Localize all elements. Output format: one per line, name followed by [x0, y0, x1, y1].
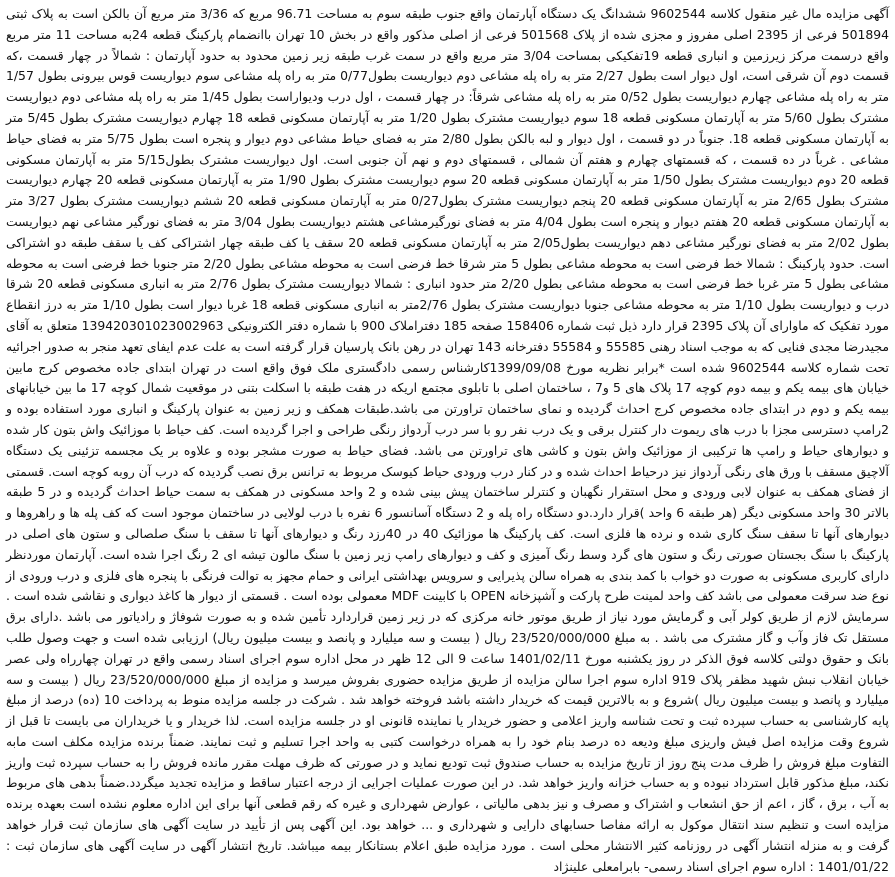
notice-body-text: آگهی مزایده مال غیر منقول کلاسه 9602544 ششدانگ یک دستگاه آپارتمان واقع جنوب طبقه سوم به مساحت 96.71 مربع که 3/36 متر مربع آن بالکن است به پلاک ثبتی 501894 فرعی از 2395 اصلی مفروز و مجزی شده از پلاک 501568 فرعی از اصلی مذکور واقع در بخش 10 تهران باانضمام پارکینگ قطعه 24به مساحت 11 متر مربع واقع درسمت مرکز زیرزمین و انباری قطعه 19تفکیکی بمساحت 3/04 متر مربع واقع در سمت غرب طبقه زیر زمین محدود به حدود آپارتمان : شمالاً در چهار قسمت ،که قسمت دوم آن شرقی است، اول دیوار است بطول 2/27 متر به راه پله مشاعی دوم دیواریست بطول0/77 متر به راه پله مشاعی سوم دیواریست قوس بیرونی بطول 1/57 متر به راه پله مشاعی چهارم دیواریست بطول 0/52 متر به راه پله مشاعی شرقاً: در چهار قسمت ، اول درب ودیواراست بطول 1/45 متر به راه پله مشاعی دوم دیواریست مشترک بطول 5/60 متر به آپارتمان مسکونی قطعه 18 سوم دیواریست مشترک بطول 1/20 متر به آپارتمان مسکونی قطعه 18 چهارم دیواریست مشترک بطول 5/45 متر به آپارتمان مسکونی قطعه 18. جنوباً در دو قسمت ، اول دیوار و لبه بالکن بطول 2/80 متر به فضای حیاط مشاعی دوم دیوار و پنجره است بطول 5/75 متر به فضای حیاط مشاعی . غرباً در ده قسمت ، که قسمتهای چهارم و هفتم آن شمالی ، قسمتهای دوم و نهم آن جنوبی است. اول دیواریست مشترک بطول5/15 متر به آپارتمان مسکونی قطعه 20 دوم دیواریست مشترک بطول 1/50 متر به آپارتمان مسکونی قطعه 20 سوم دیواریست مشترک بطول 1/90 متر به آپارتمان مسکونی قطعه 20 چهارم دیواریست مشترک بطول 2/65 متر به آپارتمان مسکونی قطعه 20 پنجم دیواریست مشترک بطول0/27 متر به آپارتمان مسکونی قطعه 20 ششم دیواریست مشترک بطول 3/27 متر به آپارتمان مسکونی قطعه 20 هفتم دیوار و پنجره است بطول 4/04 متر به فضای نورگیرمشاعی هشتم دیواریست بطول 3/04 متر به فضای نورگیر مشاعی نهم دیواریست بطول 2/02 متر به فضای نورگیر مشاعی دهم دیواریست بطول2/05 متر به آپارتمان مسکونی قطعه 20 سقف یا کف طبقه چهار اشتراکی کف یا سقف طبقه دو اشتراکی است. حدود پارکینگ : شمالا خط فرضی است به محوطه مشاعی بطول 5 متر شرقا خط فرضی است به محوطه مشاعی بطول 2/20 متر جنوبا خط فرضی است به محوطه مشاعی بطول 5 متر غربا خط فرضی است به محوطه مشاعی بطول 2/20 متر حدود انباری : شمالا دیواریست مشترک بطول 2/76 متر به انباری مسکونی قطعه 20 شرقا درب و دیواریست بطول 1/10 متر به محوطه مشاعی جنوبا دیواریست مشترک بطول 2/76متر به انباری مسکونی قطعه 18 غربا دیوار است بطول 1/10 متر به درز انقطاع مورد تفکیک که ماوارای آن پلاک 2395 قرار دارد ذیل ثبت شماره 158406 صفحه 185 دفتراملاک 900 با شماره دفتر الکترونیکی 139420301023002963 متعلق به آقای مجیدرضا مجدی فنایی که به موجب اسناد رهنی 55585 و 55584 دفترخانه 143 تهران در رهن بانک پارسیان قرار گرفته است به علت عدم ایفای تعهد منجر به صدور اجرائیه تحت شماره کلاسه 9602544 شده است *برابر نظریه مورخ 1399/09/08کارشناس رسمی دادگستری ملک فوق واقع است در تهران ابتدای جاده مخصوص کرج مابین خیابان های بیمه یکم و بیمه دوم کوچه 17 پلاک های 5 و7 ، ساختمان اصلی با تابلوی مجتمع اریکه در هفت طبقه با اسکلت بتنی در موقعیت شمال کوچه 17 ما بین خیابانهای بیمه یکم و دوم در ابتدای جاده مخصوص کرج احداث گردیده و نمای ساختمان تراورتن می باشد.طبقات همکف و زیر زمین به عنوان پارکینگ و انباری مورد استفاده بوده و 2رامپ دسترسی مجزا با درب های ریموت دار کنترل برقی و یک درب نفر رو با سر درب آردواز رنگی طراحی و اجرا گردیده است. کف حیاط با موزائیک واش بتون کار شده و دیوارهای حیاط و رامپ ها ترکیبی از موزائیک واش بتون و کاشی های تراورتن می باشد. فضای حیاط به صورت مشجر بوده و علاوه بر یک مجسمه تزئینی یک دستگاه آلاچیق مسقف با ورق های رنگی آردواز نیز درحیاط احداث شده و در کنار درب ورودی حیاط کیوسک مربوط به ترانس برق نصب گردیده که درب آن روبه کوچه است. قسمتی از فضای همکف به عنوان لابی ورودی و محل استقرار نگهبان و کنترلر ساختمان پیش بینی شده و 2 واحد مسکونی در همکف به سمت حیاط احداث گردیده و در 5 طبقه بالاتر 30 واحد مسکونی دیگر (هر طبقه 6 واحد )قرار دارد.دو دستگاه راه پله و 2 دستگاه آسانسور 6 نفره با درب لولایی در ساختمان موجود است که کف پله ها و راهروها و دیوارهای آنها تا سقف سنگ کاری شده و نرده ها فلزی است. کف پارکینگ ها موزائیک 40 در 40رزد رنگ و دیوارهای آنها تا سقف با سنگ صلصالی و ستون های اصلی در پارکینگ با سنگ بجستان صورتی رنگ و ستون های گرد وسط رنگ آمیزی و کف و دیوارهای رامپ زیر زمین با سنگ مالون تیشه ای 2 رنگ اجرا شده است. آپارتمان موردنظر دارای کاربری مسکونی به صورت دو خواب با کمد بندی به همراه سالن پذیرایی و سرویس بهداشتی ایرانی و حمام مجهز به توالت فرنگی با پنجره های فلزی و درب ورودی از نوع ضد سرقت معمولی می باشد کف واحد لمینت طرح پارکت و آشپزخانه OPEN با کابینت MDF معمولی بوده است . قسمتی از دیوار ها کاغذ دیواری و نقاشی شده است . سرمایش لازم از طریق کولر آبی و گرمایش مورد نیاز از طریق موتور خانه مرکزی که در زیر زمین قراردارد تأمین شده و به صورت شوفاژ و رادیاتور می باشد .دارای برق مستقل تک فاز وآب و گاز مشترک می باشد . به مبلغ 23/520/000/000 ریال ( بیست و سه میلیارد و پانصد و بیست میلیون ریال) ارزیابی شده است و جهت وصول طلب بانک و حقوق دولتی کلاسه فوق الذکر در روز یکشنبه مورخ 1401/02/11 ساعت 9 الی 12 ظهر در محل اداره سوم اجرای اسناد رسمی واقع در تهران چهارراه ولی عصر خیابان انقلاب نبش شهید مظفر پلاک 919 اداره سوم اجرا سالن مزایده از طریق مزایده حضوری بفروش میرسد و مزایده از مبلغ 23/520/000/000 ریال ( بیست و سه میلیارد و پانصد و بیست میلیون ریال )شروع و به بالاترین قیمت که خریدار داشته باشد فروخته خواهد شد . شرکت در جلسه مزایده منوط به پرداخت 10 (ده) درصد از مبلغ پایه کارشناسی به حساب سپرده ثبت و تحت شناسه واریز اعلامی و حضور خریدار یا نماینده قانونی او در جلسه مزایده است. لذا خریدار و یا خریداران می بایست تا قبل از شروع وقت مزایده اصل فیش واریزی مبلغ ودیعه ده درصد بنام خود را به همراه درخواست کتبی به واحد اجرا تسلیم و ثبت نمایند. ضمناً برنده مزایده مکلف است مابه التفاوت مبلغ فروش را ظرف مدت پنج روز از تاریخ مزایده به حساب صندوق ثبت تودیع نماید و در صورتی که ظرف مهلت مقرر مانده فروش را به حساب سپرده ثبت واریز نکند، مبلغ مذکور قابل استرداد نبوده و به حساب خزانه واریز خواهد شد. در این صورت عملیات اجرایی از درجه اعتبار ساقط و مزایده تجدید میگردد.ضمناً بدهی های مربوط به آب ، برق ، گاز ، اعم از حق انشعاب و اشتراک و مصرف و نیز بدهی مالیاتی ، عوارض شهرداری و غیره که رقم قطعی آنها برای این اداره معلوم نشده است بعهده برنده مزایده است و تنظیم سند انتقال موکول به ارائه مفاصا حسابهای دارایی و شهرداری و ... خواهد بود. این آگهی پس از تأیید در سایت آگهی های سازمان ثبت قرار خواهد گرفت و به منزله انتشار آگهی در روزنامه کثیر الانتشار محلی است . مورد مزایده طبق اعلام بستانکار بیمه میباشد. تاریخ انتشار آگهی در سایت آگهی های سازمان ثبت : 1401/01/22 : اداره سوم اجرای اسناد رسمی- بابرامعلی علینژاد [6, 6, 890, 874]
